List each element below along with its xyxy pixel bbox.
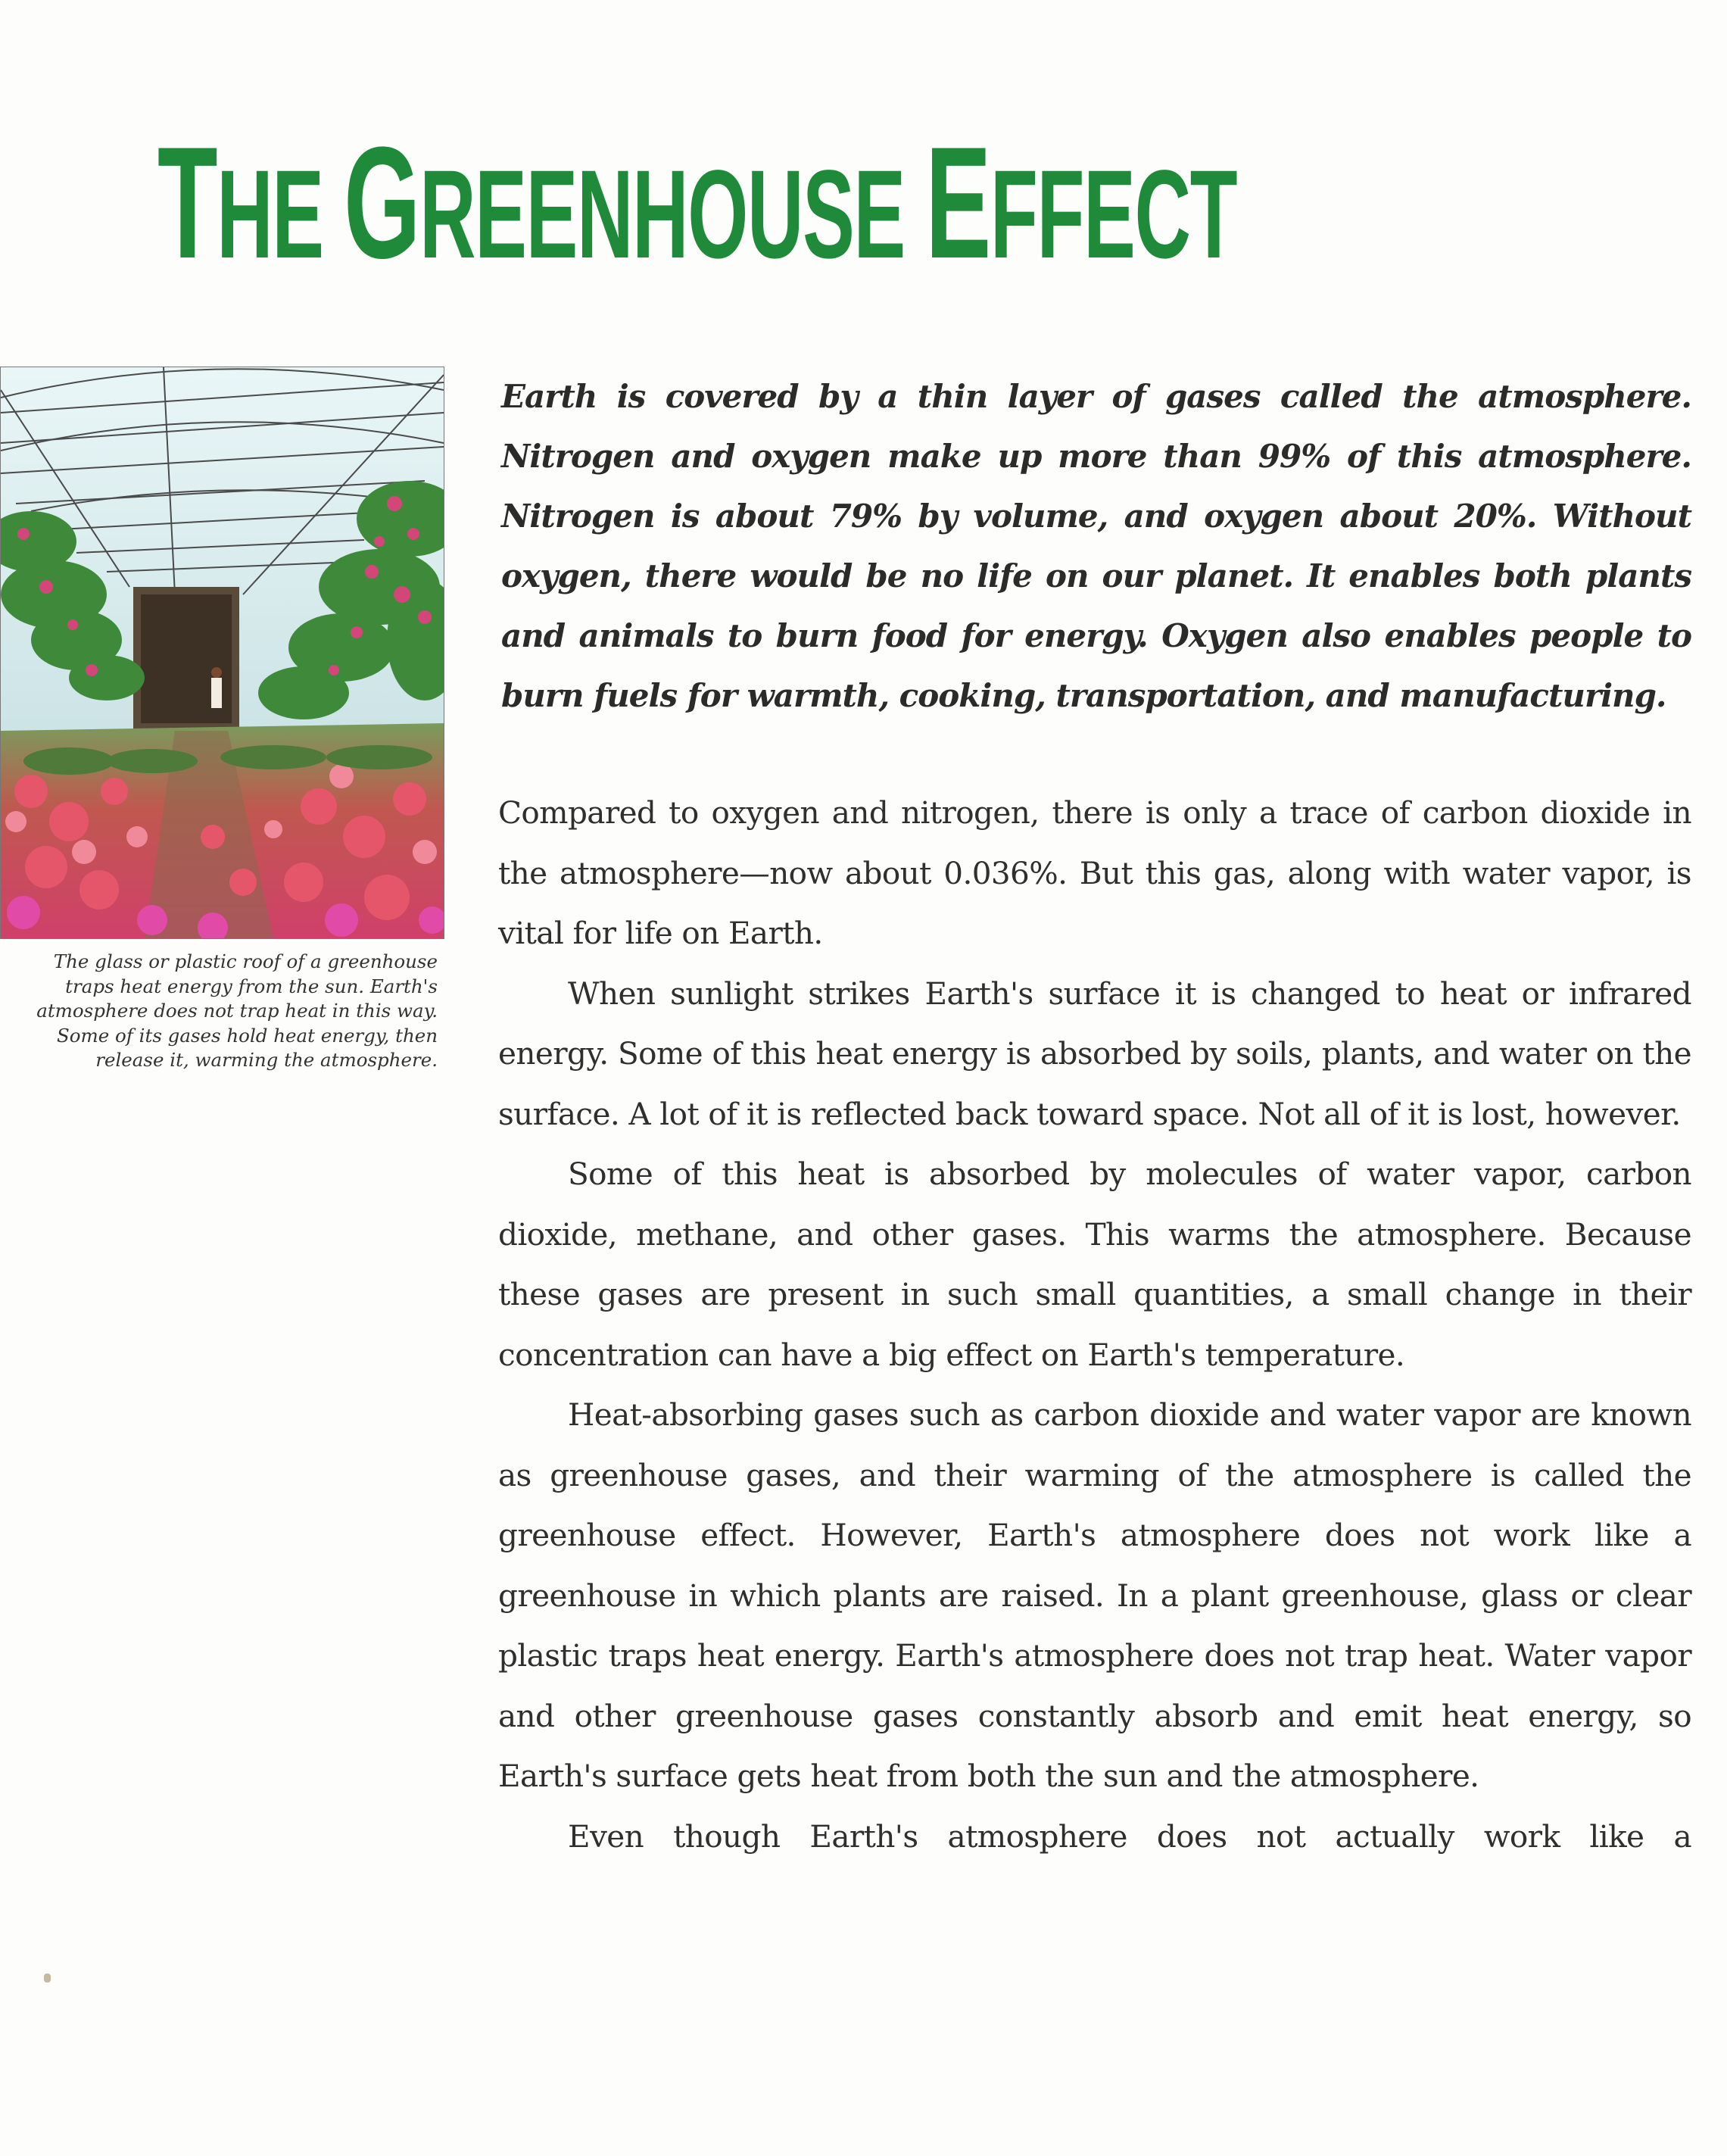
paper-speck (44, 1973, 51, 1983)
body-paragraph: Compared to oxygen and nitrogen, there is only a trace of carbon dioxide in the atmosphere—now about 0.036%. But this gas, along with water vapor, is vital for life on Earth. (498, 794, 1691, 951)
body-paragraph: Even though Earth's atmosphere does not actually work like a (568, 1817, 1691, 1855)
title-word-3-rest: FFECT (990, 145, 1237, 285)
title-word-3-initial: E (925, 114, 990, 292)
photo-caption: The glass or plastic roof of a greenhouse traps heat energy from the sun. Earth's atmosphere does not trap heat in this way. Some of its gases hold heat energy, then release it, warming the atmosphere. (36, 950, 438, 1071)
page-title (157, 114, 1237, 292)
body-paragraph: Some of this heat is absorbed by molecules of water vapor, carbon dioxide, methane, and other gases. This warms the atmosphere. Because these gases are present in such small quantities, a small change in their concentration can have a big effect on Earth's temperature. (498, 1156, 1691, 1373)
title-word-1-initial: T (157, 114, 217, 292)
intro-paragraph: Earth is covered by a thin layer of gases called the atmosphere. Nitrogen and oxygen make up more than 99% of this atmosphere. Nitrogen is about 79% by volume, and oxygen about 20%. Without oxygen, there would be no life on our planet. It enables both plants and animals to burn food for energy. Oxygen also enables people to burn fuels for warmth, cooking, transportation, and manufacturing. (501, 378, 1691, 714)
body-paragraph: When sunlight strikes Earth's surface it is changed to heat or infrared energy. Some of this heat energy is absorbed by soils, plants, and water on the surface. A lot of it is reflected back toward space. Not all of it is lost, however. (498, 975, 1691, 1132)
body-paragraph: Heat-absorbing gases such as carbon dioxide and water vapor are known as greenhouse gases, and their warming of the atmosphere is called the greenhouse effect. However, Earth's atmosphere does not work like a greenhouse in which plants are raised. In a plant greenhouse, glass or clear plastic traps heat energy. Earth's atmosphere does not trap heat. Water vapor and other greenhouse gases constantly absorb and emit heat energy, so Earth's surface gets heat from both the sun and the atmosphere. (498, 1396, 1691, 1794)
title-word-2-initial: G (344, 114, 420, 292)
title-word-2-rest: REENHOUSE (419, 145, 926, 285)
body-text (498, 783, 1691, 1867)
greenhouse-photo (0, 367, 444, 939)
title-word-1-rest: HE (217, 145, 344, 285)
